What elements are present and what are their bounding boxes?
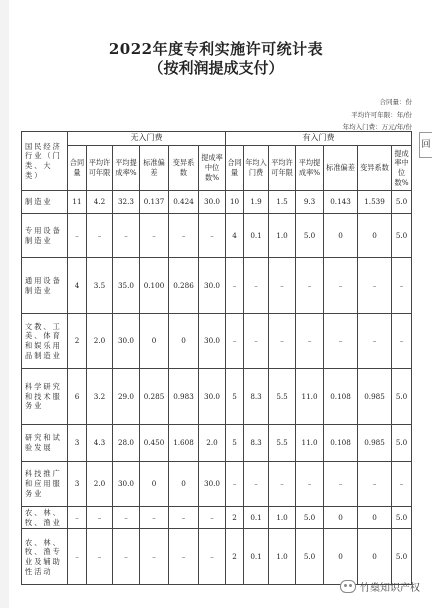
with-fee-col-header: 标准偏差	[324, 146, 358, 191]
table-cell: 30.0	[199, 462, 226, 507]
table-cell: –	[140, 529, 169, 585]
table-cell: –	[358, 258, 392, 314]
table-cell: 0.100	[140, 258, 169, 314]
table-cell: 0	[358, 529, 392, 585]
table-cell: –	[113, 529, 140, 585]
table-cell: 11	[68, 191, 87, 214]
table-cell: 5.5	[269, 425, 296, 462]
table-cell: 0.1	[244, 214, 269, 258]
table-row	[22, 214, 412, 258]
table-cell: 0.286	[169, 258, 199, 314]
with-fee-group-header: 有入门费	[226, 132, 412, 146]
table-cell: 0.1	[244, 529, 269, 585]
table-cell: 0.985	[358, 425, 392, 462]
table-cell: –	[199, 529, 226, 585]
table-cell: –	[269, 258, 296, 314]
table-row	[22, 462, 412, 507]
row-category-label: 通用设备制造业	[22, 258, 68, 314]
table-cell: 0	[324, 507, 358, 529]
with-fee-col-header: 平均许可年限	[269, 146, 296, 191]
table-cell: 10	[226, 191, 244, 214]
table-cell: 8.3	[244, 425, 269, 462]
table-cell: –	[199, 214, 226, 258]
table-cell: –	[68, 529, 87, 585]
table-cell: 2.0	[87, 314, 113, 369]
table-cell: 28.0	[113, 425, 140, 462]
table-cell: 0	[358, 214, 392, 258]
watermark-text: 竹燊知识产权	[360, 583, 420, 594]
table-cell: 5.0	[296, 214, 324, 258]
table-cell: 5.5	[269, 369, 296, 425]
table-cell: –	[226, 462, 244, 507]
table-cell: –	[87, 507, 113, 529]
table-cell: –	[324, 258, 358, 314]
table-cell: –	[169, 529, 199, 585]
table-cell: 4	[226, 214, 244, 258]
table-cell: 0.285	[140, 369, 169, 425]
table-cell: –	[296, 314, 324, 369]
table-cell: 1.0	[269, 507, 296, 529]
table-row	[22, 314, 412, 369]
row-category-label: 专用设备制造业	[22, 214, 68, 258]
row-category-label: 农、林、牧、渔专业及辅助性活动	[22, 529, 68, 585]
table-cell: 0.424	[169, 191, 199, 214]
with-fee-col-header: 平均提成率%	[296, 146, 324, 191]
table-cell: –	[296, 258, 324, 314]
table-cell: 2.0	[87, 462, 113, 507]
no-fee-group-header: 无入门费	[68, 132, 226, 146]
table-cell: –	[392, 314, 412, 369]
table-cell: –	[244, 462, 269, 507]
unit-note-fee: 年均入门费：万元/年/份	[342, 123, 412, 131]
table-cell: 32.3	[113, 191, 140, 214]
table-cell: –	[68, 507, 87, 529]
table-cell: 4.3	[87, 425, 113, 462]
row-category-label: 农、林、牧、渔业	[22, 507, 68, 529]
table-cell: 30.0	[199, 191, 226, 214]
table-cell: –	[169, 507, 199, 529]
table-cell: 29.0	[113, 369, 140, 425]
table-cell: –	[269, 462, 296, 507]
table-cell: 30.0	[199, 369, 226, 425]
table-cell: 30.0	[113, 314, 140, 369]
table-cell: 5.0	[296, 507, 324, 529]
table-cell: 11.0	[296, 369, 324, 425]
table-cell: 4.2	[87, 191, 113, 214]
table-cell: 1.539	[358, 191, 392, 214]
row-category-label: 科学研究和技术服务业	[22, 369, 68, 425]
table-cell: 5.0	[392, 369, 412, 425]
row-category-label: 研究和试验发展	[22, 425, 68, 462]
table-cell: –	[226, 314, 244, 369]
page-subtitle: （按利润提成支付）	[148, 59, 284, 77]
table-cell: 30.0	[199, 258, 226, 314]
table-cell: 2.0	[199, 425, 226, 462]
table-cell: 0.137	[140, 191, 169, 214]
table-cell: 5	[226, 369, 244, 425]
no-fee-col-header: 标准偏差	[140, 146, 169, 191]
no-fee-col-header: 平均许可年限	[87, 146, 113, 191]
table-cell: 3	[68, 462, 87, 507]
row-category-label: 科技推广和应用服务业	[22, 462, 68, 507]
table-cell: –	[392, 258, 412, 314]
table-cell: 1.0	[269, 529, 296, 585]
table-cell: –	[113, 214, 140, 258]
table-cell: –	[324, 314, 358, 369]
table-cell: 0.450	[140, 425, 169, 462]
table-cell: –	[226, 258, 244, 314]
table-cell: 2	[68, 314, 87, 369]
with-fee-col-header: 合同量	[226, 146, 244, 191]
table-cell: –	[140, 507, 169, 529]
with-fee-col-header: 提成率中位数%	[392, 146, 412, 191]
table-cell: 1.0	[269, 214, 296, 258]
table-cell: 5.0	[392, 425, 412, 462]
table-cell: 4	[68, 258, 87, 314]
watermark	[340, 579, 420, 594]
table-cell: 0.108	[324, 369, 358, 425]
table-cell: –	[358, 314, 392, 369]
table-row	[22, 191, 412, 214]
row-category-label: 文教、工美、体育和娱乐用品制造业	[22, 314, 68, 369]
table-cell: –	[296, 462, 324, 507]
table-cell: 30.0	[113, 462, 140, 507]
table-cell: 11.0	[296, 425, 324, 462]
table-cell: 6	[68, 369, 87, 425]
table-cell: 0.108	[324, 425, 358, 462]
table-cell: 5	[226, 425, 244, 462]
page-edge	[0, 0, 9, 608]
table-cell: 2	[226, 529, 244, 585]
table-cell: –	[169, 214, 199, 258]
table-cell: –	[87, 214, 113, 258]
table-cell: –	[358, 462, 392, 507]
table-cell: 0	[358, 507, 392, 529]
table-cell: 9.3	[296, 191, 324, 214]
wechat-icon	[340, 580, 356, 593]
table-row	[22, 369, 412, 425]
no-fee-col-header: 合同量	[68, 146, 87, 191]
table-cell: 3.2	[87, 369, 113, 425]
table-cell: 1.5	[269, 191, 296, 214]
table-cell: 3	[68, 425, 87, 462]
row-category-label: 制造业	[22, 191, 68, 214]
table-cell: –	[244, 258, 269, 314]
no-fee-col-header: 平均提成率%	[113, 146, 140, 191]
table-cell: 0.983	[169, 369, 199, 425]
table-cell: 1.9	[244, 191, 269, 214]
table-cell: –	[87, 529, 113, 585]
table-cell: 5.0	[296, 529, 324, 585]
with-fee-col-header: 年均入门费	[244, 146, 269, 191]
table-cell: –	[113, 507, 140, 529]
table-cell: –	[324, 462, 358, 507]
table-cell: 5.0	[392, 529, 412, 585]
table-cell: 35.0	[113, 258, 140, 314]
statistics-table	[21, 131, 412, 585]
table-row	[22, 425, 412, 462]
table-cell: 0	[169, 314, 199, 369]
table-cell: –	[68, 214, 87, 258]
table-cell: –	[392, 462, 412, 507]
table-cell: 0	[140, 314, 169, 369]
table-row	[22, 507, 412, 529]
table-cell: 5.0	[392, 214, 412, 258]
table-cell: 2	[226, 507, 244, 529]
table-cell: 0.143	[324, 191, 358, 214]
table-cell: 0	[140, 462, 169, 507]
unit-note-term: 平均许可年限：年/份	[351, 111, 412, 119]
table-cell: 8.3	[244, 369, 269, 425]
table-cell: –	[199, 507, 226, 529]
table-cell: 5.0	[392, 191, 412, 214]
table-cell: –	[140, 214, 169, 258]
table-cell: 3.5	[87, 258, 113, 314]
table-row	[22, 529, 412, 585]
subheader-row	[22, 146, 412, 191]
table-cell: 1.608	[169, 425, 199, 462]
with-fee-col-header: 变异系数	[358, 146, 392, 191]
category-header: 国民经济行业（门类、大类）	[22, 132, 68, 191]
no-fee-col-header: 提成率中位数%	[199, 146, 226, 191]
page-title: 2022年度专利实施许可统计表	[108, 40, 324, 58]
table-cell: 0	[324, 529, 358, 585]
table-cell: 0.985	[358, 369, 392, 425]
table-cell: –	[244, 314, 269, 369]
unit-note-contracts: 合同量：份	[379, 98, 412, 106]
table-cell: 30.0	[199, 314, 226, 369]
side-tab-button[interactable]: 回	[419, 132, 432, 158]
table-cell: 0	[324, 214, 358, 258]
table-cell: –	[269, 314, 296, 369]
no-fee-col-header: 变异系数	[169, 146, 199, 191]
table-cell: 5.0	[392, 507, 412, 529]
table-row	[22, 258, 412, 314]
table-cell: 0	[169, 462, 199, 507]
table-cell: 0.1	[244, 507, 269, 529]
